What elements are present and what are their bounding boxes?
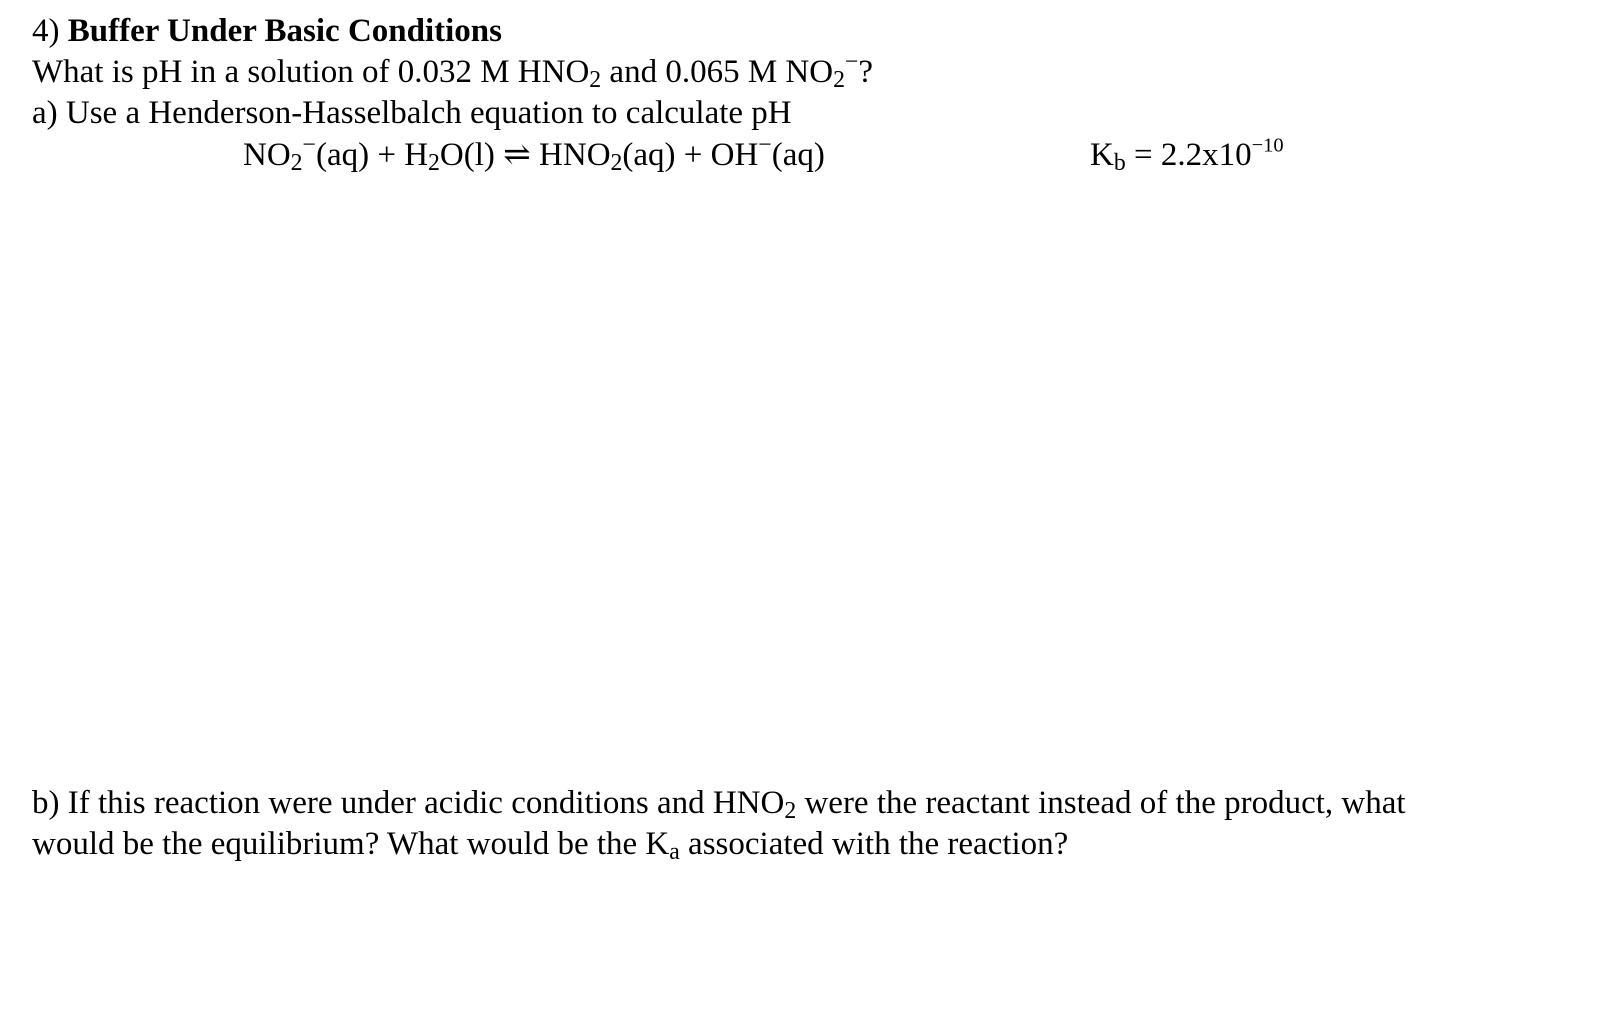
part-a-label: a) Use a Henderson-Hasselbalch equation to calculate pH	[32, 95, 792, 131]
part-b-l2-before: would be the equilibrium? What would be the K	[32, 826, 670, 862]
eq-r1-sub: 2	[290, 150, 303, 177]
question-heading	[32, 11, 502, 51]
prompt-text-before: What is pH in a solution of 0.032 M HNO	[32, 54, 590, 90]
prompt-text-middle: and 0.065 M NO	[601, 54, 834, 90]
question-title: Buffer Under Basic Conditions	[67, 13, 503, 49]
prompt-sub-1: 2	[589, 67, 602, 94]
eq-p2-sup: −	[758, 131, 772, 158]
kb-sub: b	[1113, 150, 1126, 177]
kb-exponent: −10	[1251, 134, 1284, 157]
part-b-l2-sub: a	[669, 839, 680, 866]
eq-r1: NO	[243, 137, 291, 173]
part-b-line-1	[32, 783, 1406, 823]
eq-r2-rest: O(l) ⇌ HNO	[439, 137, 611, 173]
kb-symbol: K	[1090, 137, 1114, 173]
eq-r1-sup: −	[302, 131, 316, 158]
prompt-sup-1: −	[844, 48, 859, 75]
eq-p1-state: (aq) + OH	[622, 137, 759, 173]
prompt-text-after: ?	[858, 54, 874, 90]
prompt-sub-2: 2	[833, 67, 845, 94]
eq-p1-sub: 2	[610, 150, 623, 177]
part-b-line-2	[32, 824, 1068, 864]
equilibrium-equation	[243, 131, 825, 177]
question-prompt	[32, 48, 874, 94]
part-b-l1-after: were the reactant instead of the product, what	[796, 785, 1406, 821]
eq-p2-state: (aq)	[771, 137, 825, 173]
question-number: 4)	[32, 13, 60, 49]
part-b-l1-before: b) If this reaction were under acidic conditions and HNO	[32, 785, 785, 821]
eq-r2-sub: 2	[428, 150, 440, 177]
part-b-l1-sub: 2	[784, 798, 797, 825]
part-b-l2-after: associated with the reaction?	[679, 826, 1069, 862]
kb-constant	[1090, 135, 1284, 175]
eq-r1-state: (aq) + H	[315, 137, 429, 173]
kb-value: = 2.2x10	[1125, 137, 1252, 173]
